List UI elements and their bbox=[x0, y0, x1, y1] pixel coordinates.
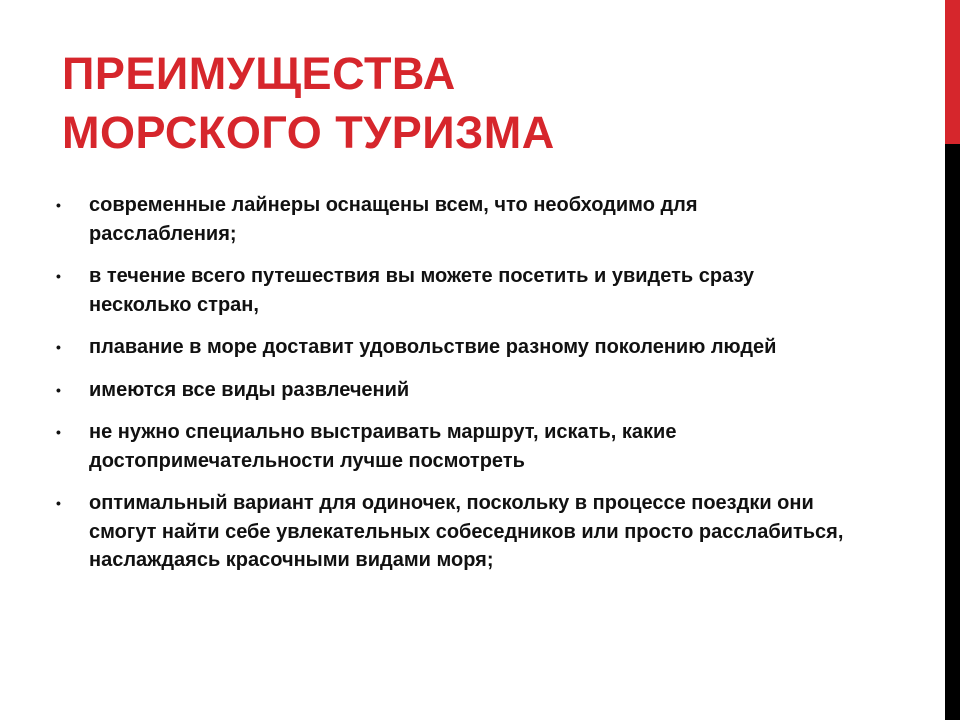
bullet-dot: • bbox=[56, 268, 61, 284]
slide-title-line-1: ПРЕИМУЩЕСТВА bbox=[62, 48, 456, 99]
bullet-list bbox=[56, 191, 846, 589]
side-accent-bar-red bbox=[945, 0, 960, 144]
bullet-text: не нужно специально выстраивать маршрут, искать, какие достопримечательности лучше посмотреть bbox=[89, 421, 677, 472]
bullet-item-4 bbox=[56, 376, 846, 405]
bullet-text: оптимальный вариант для одиночек, поскольку в процессе поездки они смогут найти себе увлекательных собеседников или просто расслабиться, наслаждаясь красочными видами моря; bbox=[89, 492, 844, 571]
bullet-dot: • bbox=[56, 197, 61, 213]
bullet-text: современные лайнеры оснащены всем, что необходимо для расслабления; bbox=[89, 194, 698, 245]
side-accent-bar-black bbox=[945, 144, 960, 720]
slide-title bbox=[62, 44, 922, 162]
bullet-text: в течение всего путешествия вы можете посетить и увидеть сразу несколько стран, bbox=[89, 265, 755, 316]
bullet-dot: • bbox=[56, 424, 61, 440]
slide-title-line-2: МОРСКОГО ТУРИЗМА bbox=[62, 107, 555, 158]
bullet-dot: • bbox=[56, 381, 61, 398]
bullet-text: плавание в море доставит удовольствие разному поколению людей bbox=[89, 336, 777, 358]
bullet-item-3 bbox=[56, 333, 846, 362]
bullet-item-1 bbox=[56, 191, 846, 248]
bullet-text: имеются все виды развлечений bbox=[89, 378, 410, 401]
bullet-dot: • bbox=[56, 339, 61, 355]
bullet-dot: • bbox=[56, 495, 61, 511]
bullet-item-6 bbox=[56, 489, 846, 575]
bullet-item-5 bbox=[56, 418, 846, 475]
bullet-item-2 bbox=[56, 262, 846, 319]
